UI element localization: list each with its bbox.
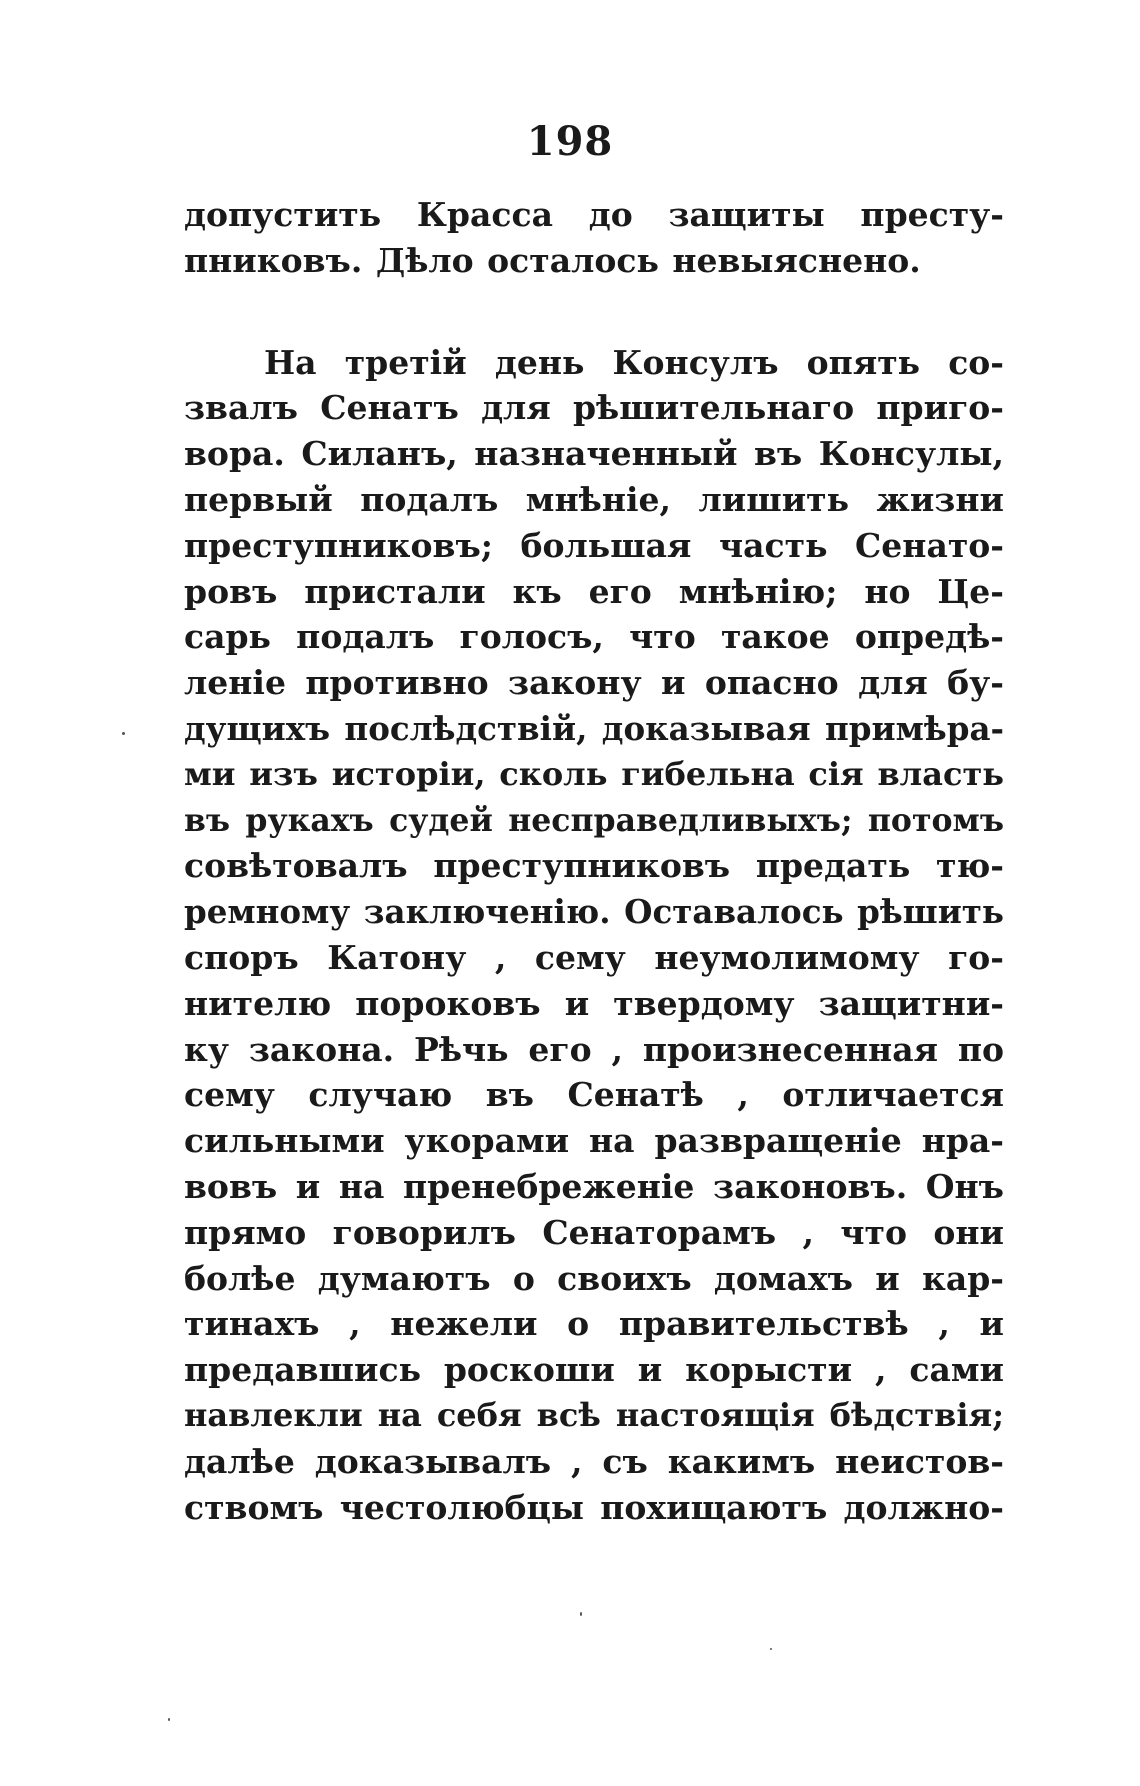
text-line: предавшись роскоши и корысти , сами — [184, 1350, 1004, 1390]
text-line: болѣе думаютъ о своихъ домахъ и кар- — [184, 1258, 1004, 1298]
scan-speck — [770, 1648, 772, 1650]
text-line: дущихъ послѣдствій, доказывая примѣра- — [184, 708, 1004, 748]
text-line: допустить Красса до защиты престу- — [184, 195, 1004, 234]
text-line: совѣтовалъ преступниковъ предать тю- — [184, 846, 1004, 886]
text-line: первый подалъ мнѣніе, лишить жизни — [184, 479, 1004, 519]
text-line: далѣе доказывалъ , съ какимъ неистов- — [184, 1441, 1004, 1481]
text-line: сарь подалъ голосъ, что такое опредѣ- — [184, 617, 1004, 657]
text-line: споръ Катону , сему неумолимому го- — [184, 937, 1004, 977]
text-line: ку закона. Рѣчь его , произнесенная по — [184, 1029, 1004, 1069]
text-line: ми изъ исторіи, сколь гибельна сія власть — [184, 754, 1004, 793]
text-line: сему случаю въ Сенатѣ , отличается — [184, 1075, 1004, 1115]
text-line: прямо говорилъ Сенаторамъ , что они — [184, 1212, 1004, 1252]
text-line: На третій день Консулъ опять со- — [264, 342, 1004, 382]
text-line: въ рукахъ судей несправедливыхъ; потомъ — [184, 801, 1004, 839]
text-line: ровъ пристали къ его мнѣнію; но Це- — [184, 571, 1004, 611]
text-line: преступниковъ; большая часть Сенато- — [184, 525, 1004, 565]
text-line: тинахъ , нежели о правительствѣ , и — [184, 1304, 1004, 1344]
text-line: вора. Силанъ, назначенный въ Консулы, — [184, 434, 1004, 474]
paragraph-gap — [184, 284, 1004, 340]
text-line: сильными укорами на развращеніе нра- — [184, 1121, 1004, 1161]
body-text — [184, 192, 1004, 1530]
text-line: ствомъ честолюбцы похищаютъ должно- — [184, 1487, 1004, 1527]
scan-speck — [122, 732, 125, 735]
text-line: леніе противно закону и опасно для бу- — [184, 663, 1004, 703]
text-line: вовъ и на пренебреженіе законовъ. Онъ — [184, 1166, 1004, 1206]
text-line: нителю пороковъ и твердому защитни- — [184, 983, 1004, 1023]
text-line: пниковъ. Дѣло осталось невыяснено. — [184, 240, 921, 280]
text-line: звалъ Сенатъ для рѣшительнаго приго- — [184, 388, 1004, 428]
scan-speck — [580, 1612, 582, 1616]
text-line: навлекли на себя всѣ настоящія бѣдствія; — [184, 1395, 1004, 1434]
scan-speck — [168, 1718, 170, 1721]
text-line: ремному заключенію. Оставалось рѣшить — [184, 892, 1004, 932]
page-number: 198 — [526, 118, 614, 165]
